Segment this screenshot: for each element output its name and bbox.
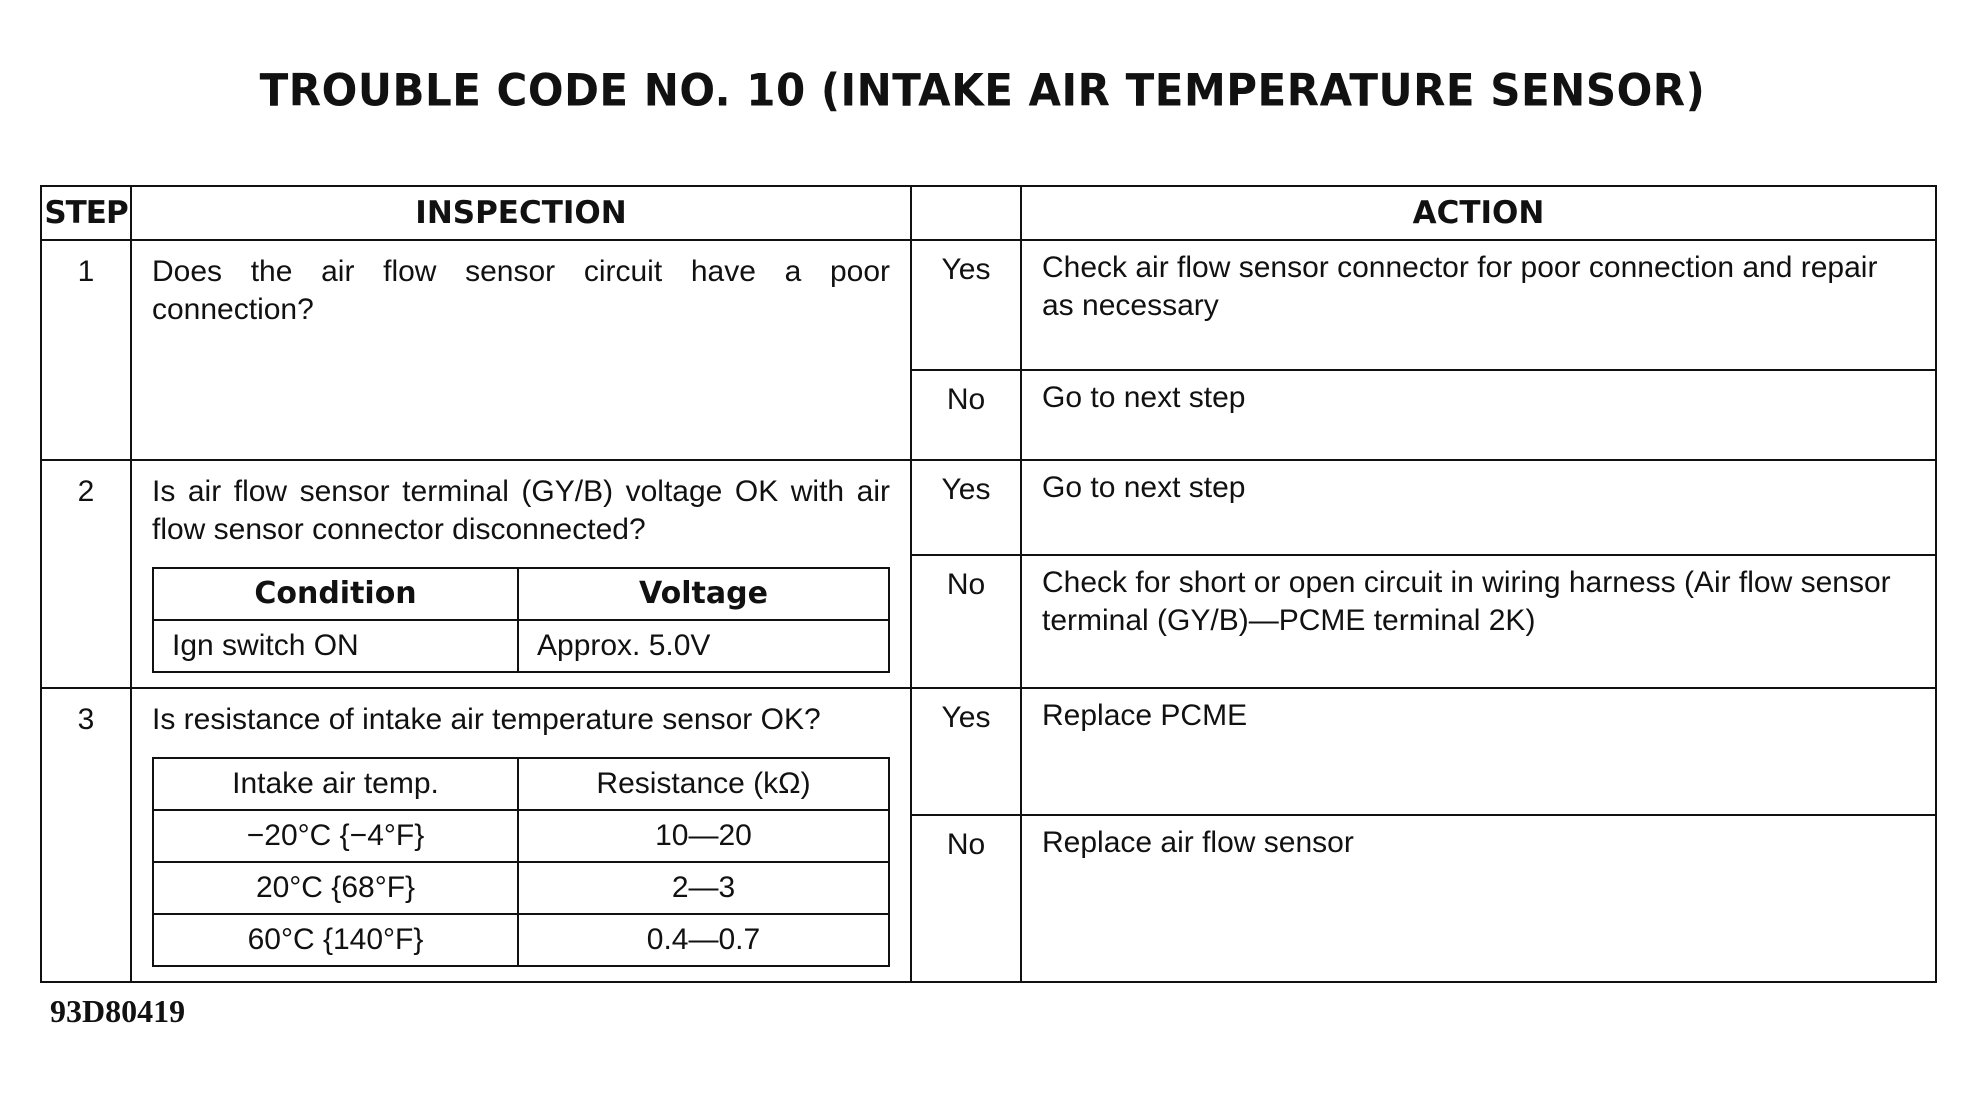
resistance-spec-table [152,757,890,967]
yes-action: Go to next step [1021,460,1936,555]
figure-code: 93D80419 [50,993,186,1029]
table-header-row [41,186,1936,240]
step-number: 3 [41,688,131,982]
step-question-text: Is resistance of intake air temperature sensor OK? [152,703,821,736]
yes-label: Yes [911,460,1021,555]
yes-label: Yes [911,688,1021,815]
spec-header-cell: Voltage [518,568,889,620]
spec-cell: Approx. 5.0V [518,620,889,672]
step-3-yes-row [41,688,1936,815]
spec-row [153,914,889,966]
spec-row [153,620,889,672]
spec-header-cell: Resistance (kΩ) [518,758,889,810]
page-title: TROUBLE CODE NO. 10 (INTAKE AIR TEMPERATURE SENSOR) [259,64,1706,117]
action-header: ACTION [1021,186,1936,240]
no-action: Replace air flow sensor [1021,815,1936,982]
trouble-code-table [40,185,1937,983]
no-label: No [911,370,1021,460]
spec-row [153,810,889,862]
spec-header-cell: Condition [153,568,518,620]
spec-header-cell: Intake air temp. [153,758,518,810]
no-label: No [911,815,1021,982]
step-2-yes-row [41,460,1936,555]
spec-cell: Ign switch ON [153,620,518,672]
no-action: Check for short or open circuit in wiring harness (Air flow sensor terminal (GY/B)—PCME terminal 2K) [1021,555,1936,688]
spec-cell: 10—20 [518,810,889,862]
yes-action: Check air flow sensor connector for poor connection and repair as necessary [1021,240,1936,370]
step-question-text: Is air flow sensor terminal (GY/B) voltage OK with air flow sensor connector disconnected? [152,475,890,546]
yes-no-header-spacer [911,186,1021,240]
spec-cell: 20°C {68°F} [153,862,518,914]
yes-action: Replace PCME [1021,688,1936,815]
spec-row [153,862,889,914]
voltage-spec-table [152,567,890,673]
spec-cell: −20°C {−4°F} [153,810,518,862]
spec-cell: 60°C {140°F} [153,914,518,966]
inspection-header: INSPECTION [131,186,911,240]
step-question [131,688,911,982]
no-label: No [911,555,1021,688]
spec-cell: 2—3 [518,862,889,914]
no-action: Go to next step [1021,370,1936,460]
spec-header-row [153,758,889,810]
step-question [131,460,911,688]
yes-label: Yes [911,240,1021,370]
step-number: 2 [41,460,131,688]
step-number: 1 [41,240,131,460]
spec-header-row [153,568,889,620]
spec-cell: 0.4—0.7 [518,914,889,966]
step-question: Does the air flow sensor circuit have a poor connection? [131,240,911,460]
step-1-yes-row [41,240,1936,370]
step-header: STEP [41,186,131,240]
